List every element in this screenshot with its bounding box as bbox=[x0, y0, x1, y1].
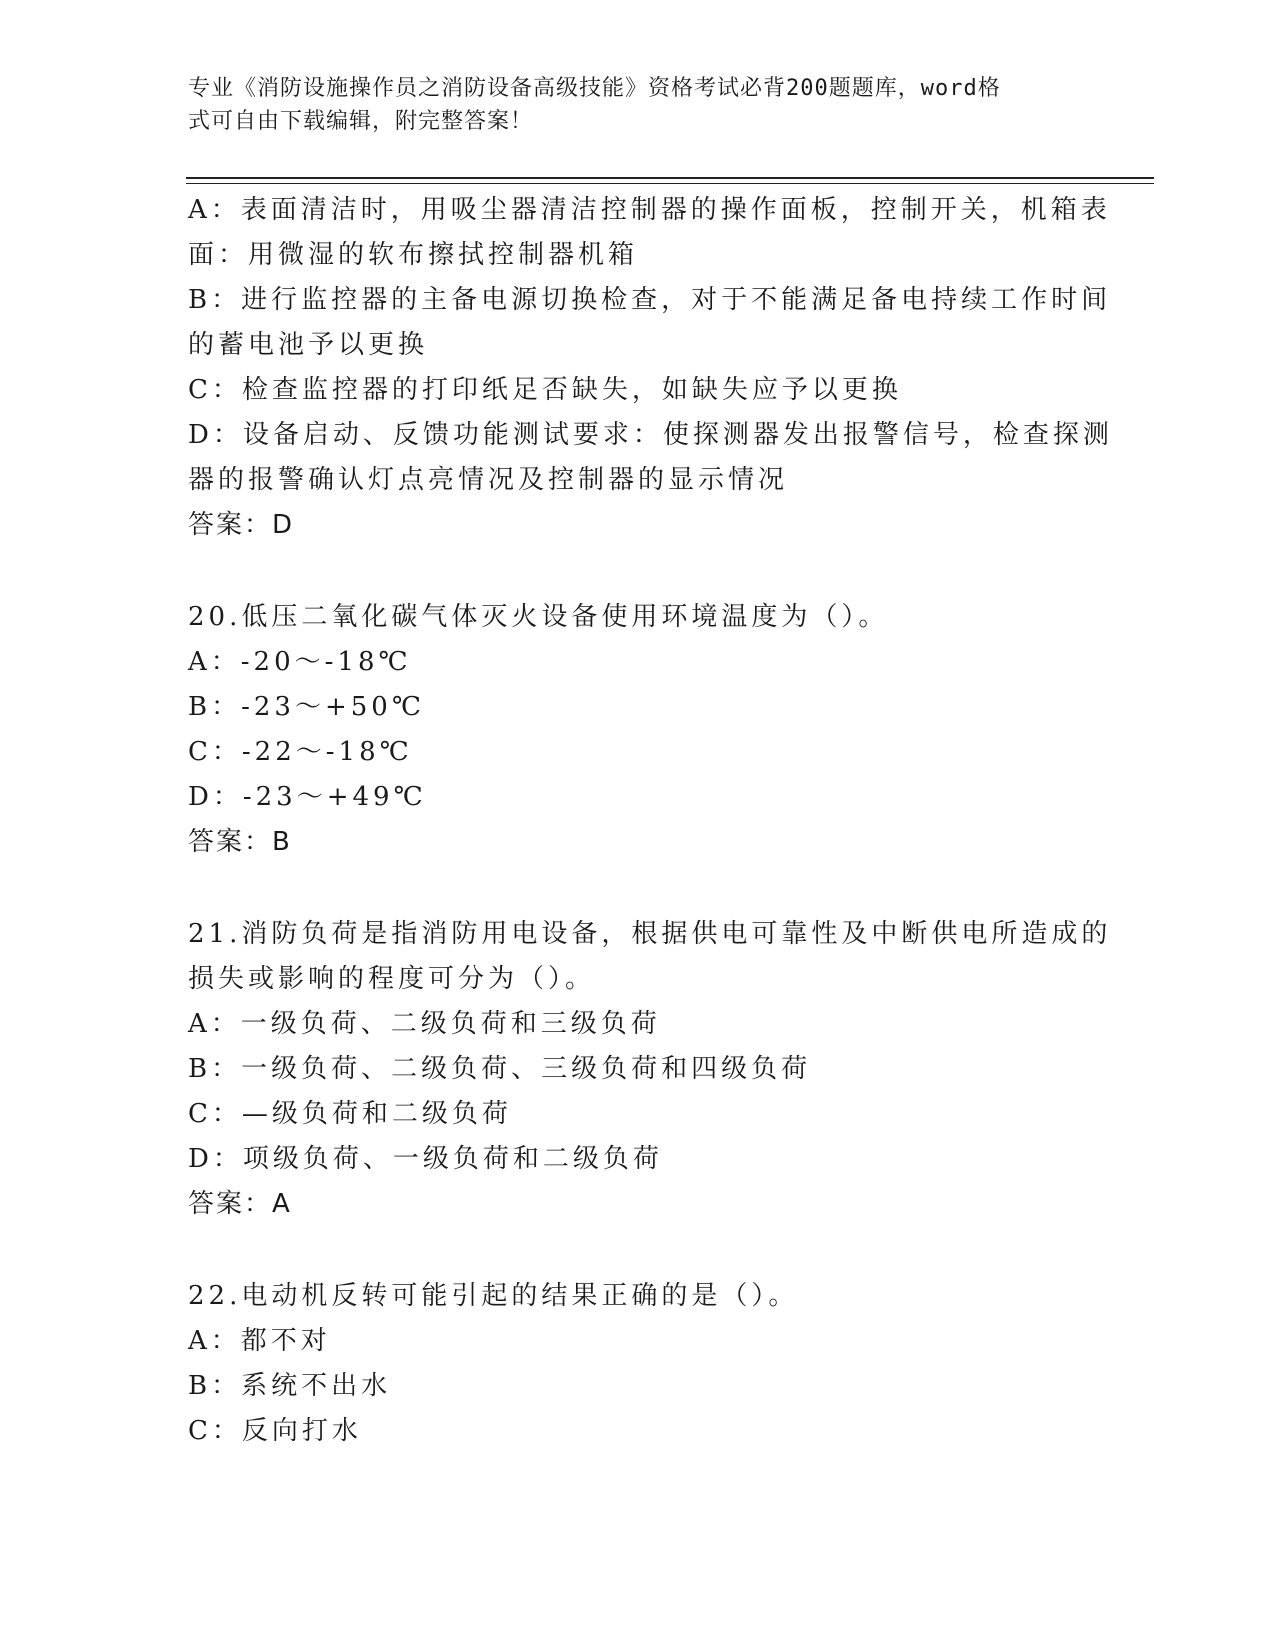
header-line-2: 式可自由下载编辑，附完整答案！ bbox=[188, 109, 534, 134]
option-b: B：-23～+50℃ bbox=[188, 692, 425, 722]
option-d-line-2: 器的报警确认灯点亮情况及控制器的显示情况 bbox=[188, 465, 789, 495]
question-stem-line-2: 损失或影响的程度可分为（）。 bbox=[188, 964, 596, 994]
option-c: C：反向打水 bbox=[188, 1416, 362, 1446]
option-b-line-1: B：进行监控器的主备电源切换检查，对于不能满足备电持续工作时间 bbox=[188, 285, 1112, 315]
option-b: B：一级负荷、二级负荷、三级负荷和四级负荷 bbox=[188, 1054, 812, 1084]
answer-label: 答案：A bbox=[188, 1189, 292, 1219]
option-a: A：一级负荷、二级负荷和三级负荷 bbox=[188, 1009, 661, 1039]
header-rule-thin bbox=[186, 183, 1154, 184]
option-c: C：—级负荷和二级负荷 bbox=[188, 1099, 512, 1129]
option-a-line-1: A：表面清洁时，用吸尘器清洁控制器的操作面板，控制开关，机箱表 bbox=[188, 195, 1111, 225]
header-line-1: 专业《消防设施操作员之消防设备高级技能》资格考试必背200题题库，word格 bbox=[188, 76, 1001, 101]
answer-label: 答案：B bbox=[188, 827, 292, 857]
option-c: C：检查监控器的打印纸足否缺失，如缺失应予以更换 bbox=[188, 375, 902, 405]
question-stem: 22.电动机反转可能引起的结果正确的是（）。 bbox=[188, 1281, 799, 1311]
option-d-line-1: D：设备启动、反馈功能测试要求：使探测器发出报警信号，检查探测 bbox=[188, 420, 1113, 450]
spacer bbox=[188, 1227, 1088, 1274]
option-c: C：-22～-18℃ bbox=[188, 737, 413, 767]
question-stem-line-1: 21.消防负荷是指消防用电设备，根据供电可靠性及中断供电所造成的 bbox=[188, 919, 1112, 949]
document-header bbox=[188, 72, 1068, 138]
question-block-19 bbox=[188, 188, 1113, 548]
spacer bbox=[188, 548, 1088, 595]
option-d: D：项级负荷、一级负荷和二级负荷 bbox=[188, 1144, 663, 1174]
option-b: B：系统不出水 bbox=[188, 1371, 392, 1401]
question-block-20 bbox=[188, 595, 1088, 865]
question-block-22 bbox=[188, 1274, 1088, 1454]
option-b-line-2: 的蓄电池予以更换 bbox=[188, 330, 429, 360]
option-d: D：-23～+49℃ bbox=[188, 782, 427, 812]
answer-label: 答案：D bbox=[188, 510, 295, 540]
option-a: A：-20～-18℃ bbox=[188, 647, 412, 677]
header-rule-thick bbox=[186, 177, 1154, 179]
question-stem: 20.低压二氧化碳气体灭火设备使用环境温度为（）。 bbox=[188, 602, 889, 632]
question-list bbox=[188, 188, 1113, 1454]
question-block-21 bbox=[188, 912, 1112, 1227]
option-a-line-2: 面：用微湿的软布擦拭控制器机箱 bbox=[188, 240, 639, 270]
spacer bbox=[188, 865, 1088, 912]
option-a: A：都不对 bbox=[188, 1326, 331, 1356]
